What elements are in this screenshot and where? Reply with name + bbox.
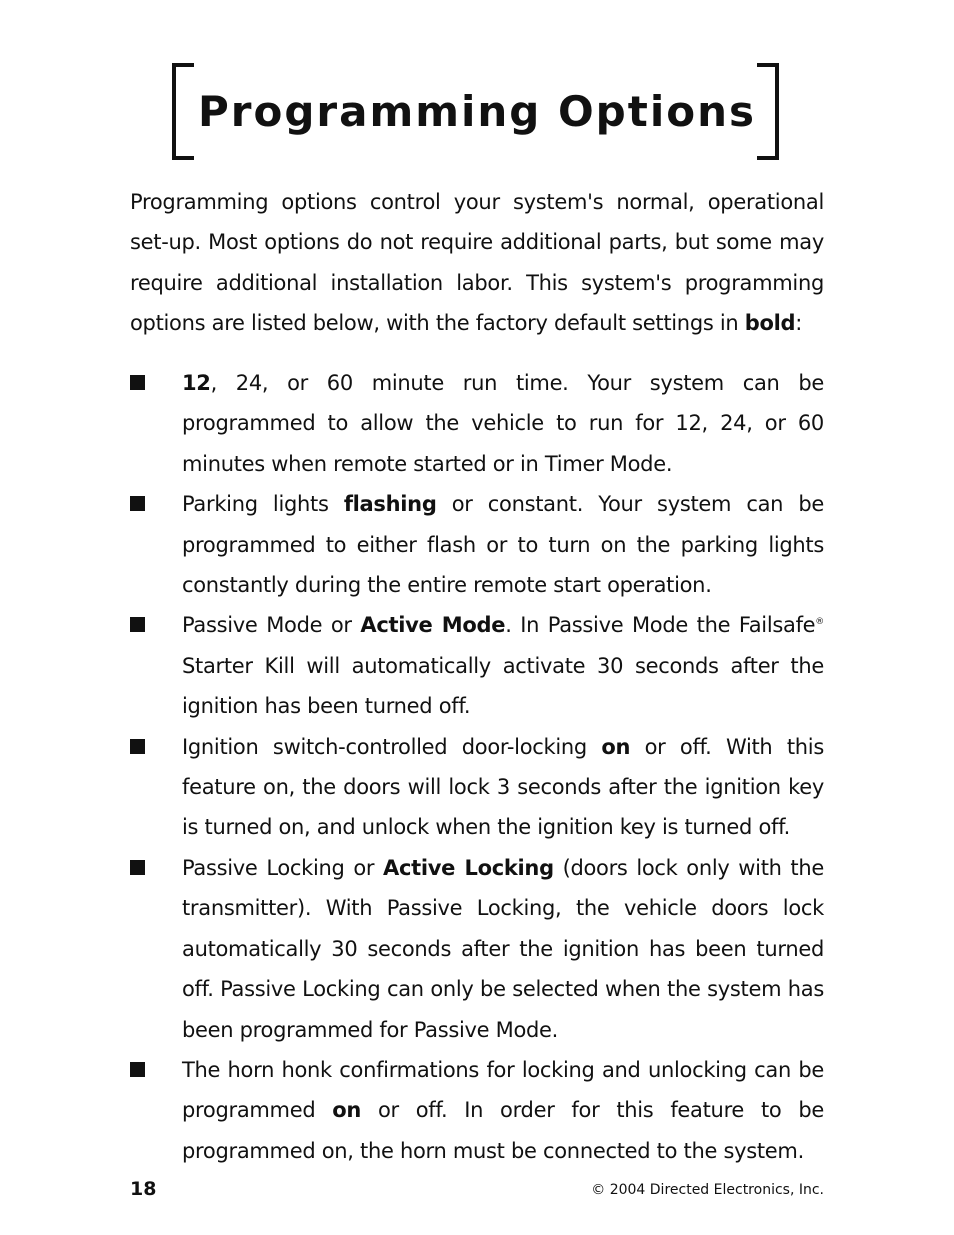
option-default: flashing xyxy=(343,492,437,517)
option-text-prefix: The horn honk confirmations for locking and unlocking can be programmed xyxy=(182,1057,824,1123)
intro-bold-word: bold xyxy=(744,311,796,336)
option-text-continued: Starter Kill will automatically activate 30 seconds after the ignition has been turned off. xyxy=(182,653,824,719)
option-run-time xyxy=(130,363,824,484)
intro-text: Programming options control your system's normal, operational set-up. Most options do not require additional parts, but some may require additional installation labor. This system's programming options are listed below, with the factory default settings in xyxy=(130,190,824,336)
option-parking-lights xyxy=(130,484,824,605)
option-text: or off. In order for this feature to be programmed on, the horn must be connected to the system. xyxy=(182,1098,824,1163)
option-text-prefix: Passive Locking or xyxy=(182,855,384,880)
option-text-prefix: Passive Mode or xyxy=(182,613,361,638)
option-default: on xyxy=(601,734,631,759)
square-bullet-icon xyxy=(130,860,145,875)
option-text: (doors lock only with the transmitter). With Passive Locking, the vehicle doors lock automatically 30 seconds after the ignition has been turned off. Passive Locking can only be selected when the system has been programmed for Passive Mode. xyxy=(182,855,824,1042)
option-default: Active Locking xyxy=(383,855,554,880)
option-text: , 24, or 60 minute run time. Your system can be programmed to allow the vehicle to run for 12, 24, or 60 minutes when remote started or in Timer Mode. xyxy=(182,371,824,476)
option-default: 12 xyxy=(182,371,211,395)
option-text: or off. With this feature on, the doors will lock 3 seconds after the ignition key is turned on, and unlock when the ignition key is turned off. xyxy=(182,734,824,840)
option-text-prefix: Ignition switch-controlled door-locking xyxy=(182,734,602,759)
registered-mark: ® xyxy=(815,617,824,628)
option-ignition-door-locking xyxy=(130,727,824,848)
square-bullet-icon xyxy=(130,1062,145,1077)
option-default: Active Mode xyxy=(360,613,506,638)
option-text-prefix: Parking lights xyxy=(182,492,344,517)
intro-paragraph xyxy=(130,182,824,344)
square-bullet-icon xyxy=(130,739,145,754)
option-horn-honk xyxy=(130,1050,824,1171)
option-text: . In Passive Mode the Failsafe xyxy=(505,613,816,638)
options-list xyxy=(130,363,824,1171)
option-locking-mode xyxy=(130,848,824,1050)
page-number: 18 xyxy=(130,1178,157,1200)
intro-end: : xyxy=(795,311,803,336)
option-mode xyxy=(130,605,824,726)
square-bullet-icon xyxy=(130,496,145,511)
copyright-notice: © 2004 Directed Electronics, Inc. xyxy=(591,1182,824,1198)
page-title: Programming Options xyxy=(198,87,756,136)
square-bullet-icon xyxy=(130,617,145,632)
square-bullet-icon xyxy=(130,375,145,390)
option-default: on xyxy=(332,1098,362,1123)
option-text: or constant. Your system can be programmed to either flash or to turn on the parking lights constantly during the entire remote start operation. xyxy=(182,492,825,598)
